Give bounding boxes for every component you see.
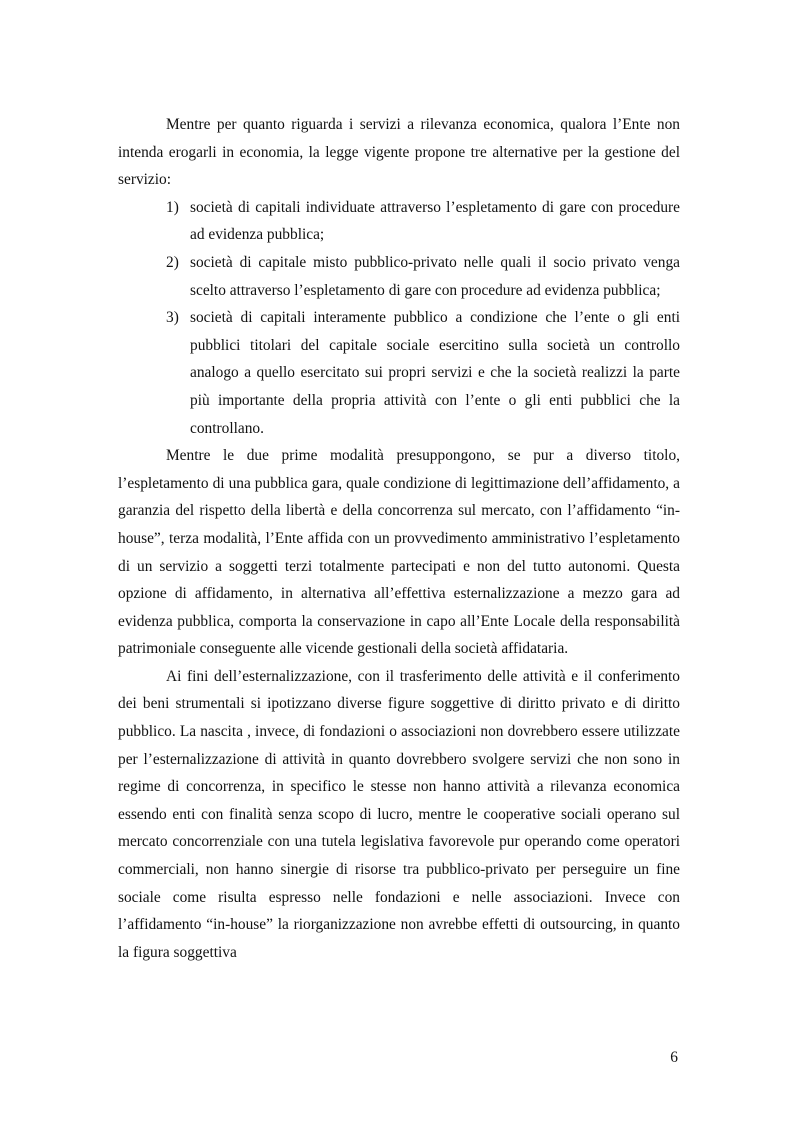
list-item xyxy=(166,194,680,249)
body-text xyxy=(118,111,680,966)
intro-paragraph: Mentre per quanto riguarda i servizi a rilevanza economica, qualora l’Ente non intenda erogarli in economia, la legge vigente propone tre alternative per la gestione del servizio: xyxy=(118,116,680,189)
in-house-paragraph: Mentre le due prime modalità presuppongono, se pur a diverso titolo, l’espletamento di una pubblica gara, quale condizione di legittimazione dell’affidamento, a garanzia del rispetto della libertà e della concorrenza sul mercato, con l’affidamento “in-house”, terza modalità, l’Ente affida con un provvedimento amministrativo l’espletamento di un servizio a soggetti terzi totalmente partecipati e non del tutto autonomi. Questa opzione di affidamento, in alternativa all’effettiva esternalizzazione a mezzo gara ad evidenza pubblica, comporta la conservazione in capo all’Ente Locale della responsabilità patrimoniale conseguente alle vicende gestionali della società affidataria. xyxy=(118,447,680,658)
list-item-number: 3) xyxy=(166,309,179,327)
list-item-text: società di capitale misto pubblico-privato nelle quali il socio privato venga scelto attraverso l’espletamento di gare con procedure ad evidenza pubblica; xyxy=(190,253,680,299)
list-item-text: società di capitali individuate attraverso l’espletamento di gare con procedure ad evidenza pubblica; xyxy=(190,198,680,244)
list-item xyxy=(166,304,680,442)
list-item-text: società di capitali interamente pubblico a condizione che l’ente o gli enti pubblici titolari del capitale sociale esercitino sulla società un controllo analogo a quello esercitato sui propri servizi e che la società realizzi la parte più importante della propria attività con l’ente o gli enti pubblici che la controllano. xyxy=(190,309,680,437)
list-item xyxy=(166,249,680,304)
page-number: 6 xyxy=(670,1049,678,1066)
list-item-number: 1) xyxy=(166,198,179,216)
externalization-paragraph: Ai fini dell’esternalizzazione, con il trasferimento delle attività e il conferimento dei beni strumentali si ipotizzano diverse figure soggettive di diritto privato e di diritto pubblico. La nascita , invece, di fondazioni o associazioni non dovrebbero essere utilizzate per l’esternalizzazione di attività in quanto dovrebbero svolgere servizi che non sono in regime di concorrenza, in specifico le stesse non hanno attività a rilevanza economica essendo enti con finalità senza scopo di lucro, mentre le cooperative sociali operano sul mercato concorrenziale con una tutela legislativa favorevole pur operando come operatori commerciali, non hanno sinergie di risorse tra pubblico-privato per perseguire un fine sociale come risulta espresso nelle fondazioni e nelle associazioni. Invece con l’affidamento “in-house” la riorganizzazione non avrebbe effetti di outsourcing, in quanto la figura soggettiva xyxy=(118,667,680,961)
list-item-number: 2) xyxy=(166,253,179,271)
alternatives-list xyxy=(118,194,680,442)
